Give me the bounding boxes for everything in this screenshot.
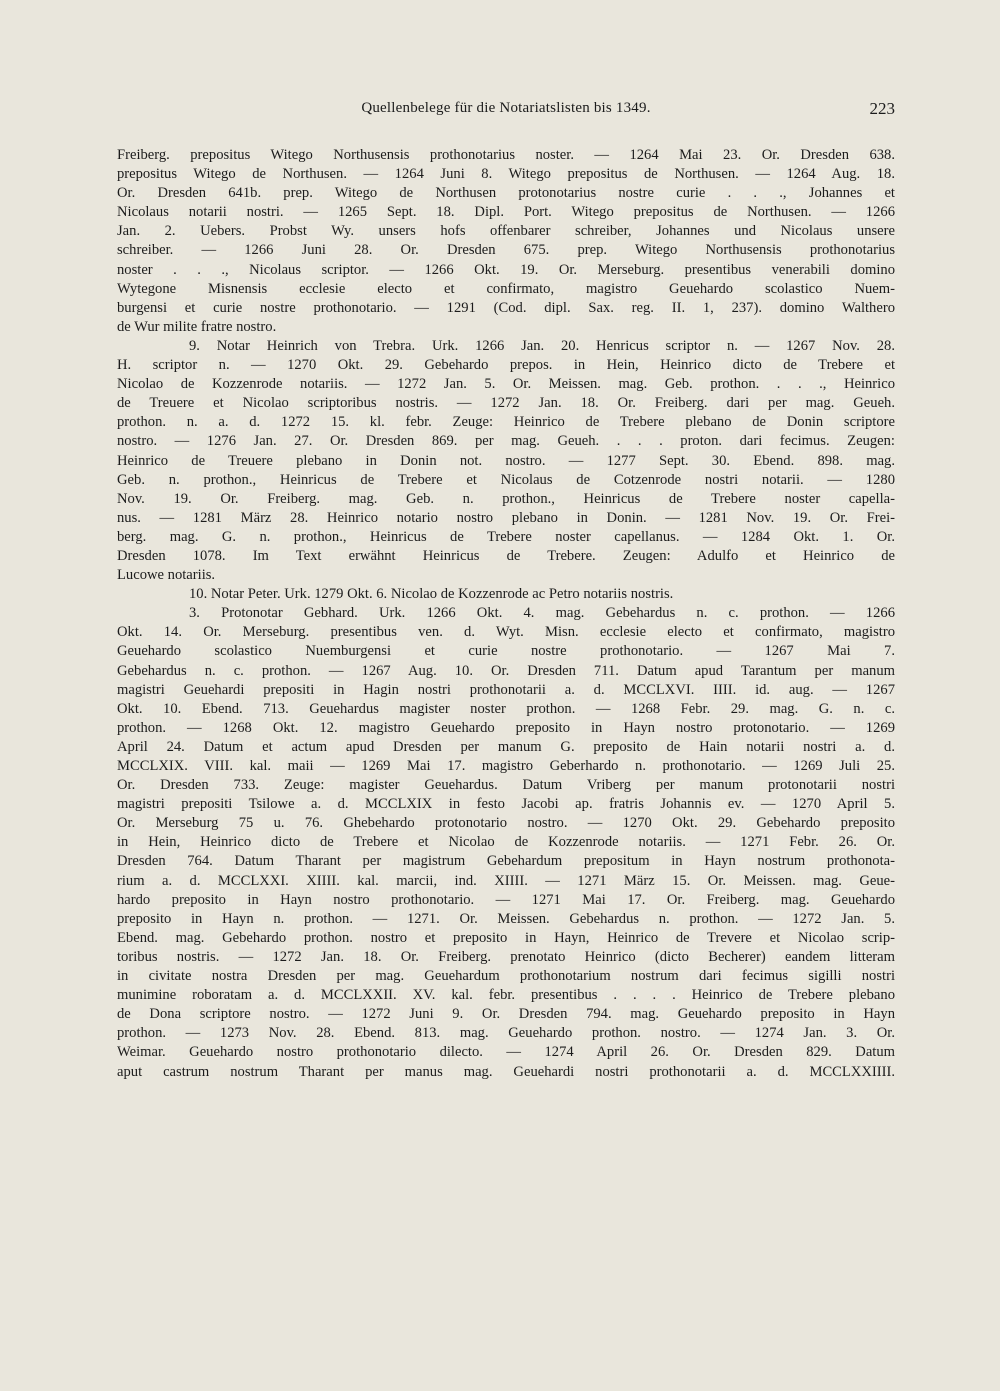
text-line: prothon. — 1273 Nov. 28. Ebend. 813. mag. Geuehardo prothon. nostro. — 1274 Jan. 3. Or.: [117, 1025, 895, 1042]
text-line: Heinrico de Treuere plebano in Donin not. nostro. — 1277 Sept. 30. Ebend. 898. mag.: [117, 452, 895, 469]
text-line: Or. Merseburg 75 u. 76. Ghebehardo protonotario nostro. — 1270 Okt. 29. Gebehardo preposito: [117, 815, 895, 832]
text-line: nostro. — 1276 Jan. 27. Or. Dresden 869. per mag. Geueh. . . . proton. dari fecimus. Zeugen:: [117, 433, 895, 450]
text-line: prothon. — 1268 Okt. 12. magistro Geuehardo preposito in Hayn nostro protonotario. — 1269: [117, 719, 895, 736]
text-line: Lucowe notariis.: [117, 567, 216, 584]
text-line: Or. Dresden 641b. prep. Witego de Northusen protonotarius nostre curie . . ., Johannes et: [117, 185, 895, 202]
text-line: Ebend. mag. Gebehardo prothon. nostro et preposito in Hayn, Heinrico de Trevere et Nicolao scrip-: [117, 929, 895, 946]
text-line: Dresden 764. Datum Tharant per magistrum Gebehardum prepositum in Hayn nostrum prothonota-: [117, 853, 895, 870]
text-line: Nicolao de Kozzenrode notariis. — 1272 Jan. 5. Or. Meissen. mag. Geb. prothon. . . ., Heinrico: [117, 376, 895, 393]
text-line: H. scriptor n. — 1270 Okt. 29. Gebehardo prepos. in Hein, Heinrico dicto de Trebere et: [117, 357, 895, 374]
text-line: munimine roboratam a. d. MCCLXXII. XV. kal. febr. presentibus . . . . Heinrico de Trebere plebano: [117, 987, 895, 1004]
text-line: Gebehardus n. c. prothon. — 1267 Aug. 10. Or. Dresden 711. Datum apud Tarantum per manum: [117, 662, 895, 679]
text-line: Nov. 19. Or. Freiberg. mag. Geb. n. prothon., Heinricus de Trebere noster capella-: [117, 490, 895, 507]
text-line: Jan. 2. Uebers. Probst Wy. unsers hofs offenbarer schreiber, Johannes und Nicolaus unsere: [117, 223, 895, 240]
text-line: preposito in Hayn n. prothon. — 1271. Or. Meissen. Gebehardus n. prothon. — 1272 Jan. 5.: [117, 910, 895, 927]
text-line: prothon. n. a. d. 1272 15. kl. febr. Zeuge: Heinrico de Trebere plebano de Donin scriptore: [117, 414, 895, 431]
section-heading-line: 9. Notar Heinrich von Trebra. Urk. 1266 Jan. 20. Henricus scriptor n. — 1267 Nov. 28.: [189, 337, 895, 354]
text-line: de Wur milite fratre nostro.: [117, 318, 277, 335]
text-line: berg. mag. G. n. prothon., Heinricus de Trebere noster capellanus. — 1284 Okt. 1. Or.: [117, 528, 895, 545]
body-text: [117, 146, 895, 1082]
text-line: Wytegone Misnensis ecclesie electo et confirmato, magistro Geuehardo scolastico Nuem-: [117, 280, 895, 297]
page-number: 223: [869, 99, 895, 118]
text-line: hardo preposito in Hayn nostro prothonotario. — 1271 Mai 17. Or. Freiberg. mag. Geuehardo: [117, 891, 895, 908]
text-line: Geuehardo scolastico Nuemburgensi et curie nostre prothonotario. — 1267 Mai 7.: [117, 643, 895, 660]
text-line: magistri prepositi Tsilowe a. d. MCCLXIX in festo Jacobi ap. fratris Johannis ev. — 1270 April 5.: [117, 796, 895, 813]
text-line: de Treuere et Nicolao scriptoribus nostris. — 1272 Jan. 18. Or. Freiberg. dari per mag. Geueh.: [117, 395, 895, 412]
text-line: Dresden 1078. Im Text erwähnt Heinricus de Trebere. Zeugen: Adulfo et Heinrico de: [117, 547, 895, 564]
text-line: prepositus Witego de Northusen. — 1264 Juni 8. Witego prepositus de Northusen. — 1264 Aug. 18.: [117, 166, 895, 183]
text-line: April 24. Datum et actum apud Dresden per manum G. preposito de Hain notarii nostri a. d.: [117, 738, 895, 755]
text-line: rium a. d. MCCLXXI. XIIII. kal. marcii, ind. XIIII. — 1271 März 15. Or. Meissen. mag. Geue-: [117, 872, 895, 889]
text-line: aput castrum nostrum Tharant per manus mag. Geuehardi nostri prothonotarii a. d. MCCLXXIIII.: [117, 1063, 895, 1080]
text-line: in civitate nostra Dresden per mag. Geuehardum prothonotarium nostrum dari fecimus sigilli nostri: [117, 968, 895, 985]
text-line: MCCLXIX. VIII. kal. maii — 1269 Mai 17. magistro Geberhardo n. prothonotario. — 1269 Juli 25.: [117, 758, 895, 774]
section-heading-line: 3. Protonotar Gebhard. Urk. 1266 Okt. 4. mag. Gebehardus n. c. prothon. — 1266: [189, 605, 895, 622]
text-line: burgensi et curie nostre prothonotario. — 1291 (Cod. dipl. Sax. reg. II. 1, 237). domino Walthero: [117, 299, 895, 316]
text-line: in Hein, Heinrico dicto de Trebere et Nicolao de Kozzenrode notariis. — 1271 Febr. 26. Or.: [117, 834, 895, 851]
text-line: noster . . ., Nicolaus scriptor. — 1266 Okt. 19. Or. Merseburg. presentibus venerabili domino: [117, 261, 895, 278]
text-line: Freiberg. prepositus Witego Northusensis prothonotarius noster. — 1264 Mai 23. Or. Dresden 638.: [117, 147, 895, 163]
page-header: [117, 100, 895, 122]
section-heading-line: 10. Notar Peter. Urk. 1279 Okt. 6. Nicolao de Kozzenrode ac Petro notariis nostris.: [189, 586, 674, 603]
text-line: nus. — 1281 März 28. Heinrico notario nostro plebano in Donin. — 1281 Nov. 19. Or. Frei-: [117, 509, 895, 526]
text-line: schreiber. — 1266 Juni 28. Or. Dresden 675. prep. Witego Northusensis prothonotarius: [117, 242, 895, 259]
text-line: Geb. n. prothon., Heinricus de Trebere et Nicolaus de Cotzenrode nostri notarii. — 1280: [117, 471, 895, 488]
text-line: magistri Geuehardi prepositi in Hagin nostri prothonotarii a. d. MCCLXVI. IIII. id. aug. — 1267: [117, 681, 895, 698]
text-line: Okt. 10. Ebend. 713. Geuehardus magister noster prothon. — 1268 Febr. 29. mag. G. n. c.: [117, 700, 895, 717]
text-line: toribus nostris. — 1272 Jan. 18. Or. Freiberg. prenotato Heinrico (dicto Becherer) eandem litteram: [117, 948, 895, 965]
text-line: Nicolaus notarii nostri. — 1265 Sept. 18. Dipl. Port. Witego prepositus de Northusen. — 1266: [117, 204, 895, 221]
text-line: Weimar. Geuehardo nostro prothonotario dilecto. — 1274 April 26. Or. Dresden 829. Datum: [117, 1044, 895, 1061]
text-line: Okt. 14. Or. Merseburg. presentibus ven. d. Wyt. Misn. ecclesie electo et confirmato, magistro: [117, 624, 895, 641]
text-line: de Dona scriptore nostro. — 1272 Juni 9. Or. Dresden 794. mag. Geuehardo preposito in Hayn: [117, 1006, 895, 1023]
running-title: Quellenbelege für die Notariatslisten bis 1349.: [361, 100, 651, 116]
text-line: Or. Dresden 733. Zeuge: magister Geuehardus. Datum Vriberg per manum protonotarii nostri: [117, 777, 895, 794]
